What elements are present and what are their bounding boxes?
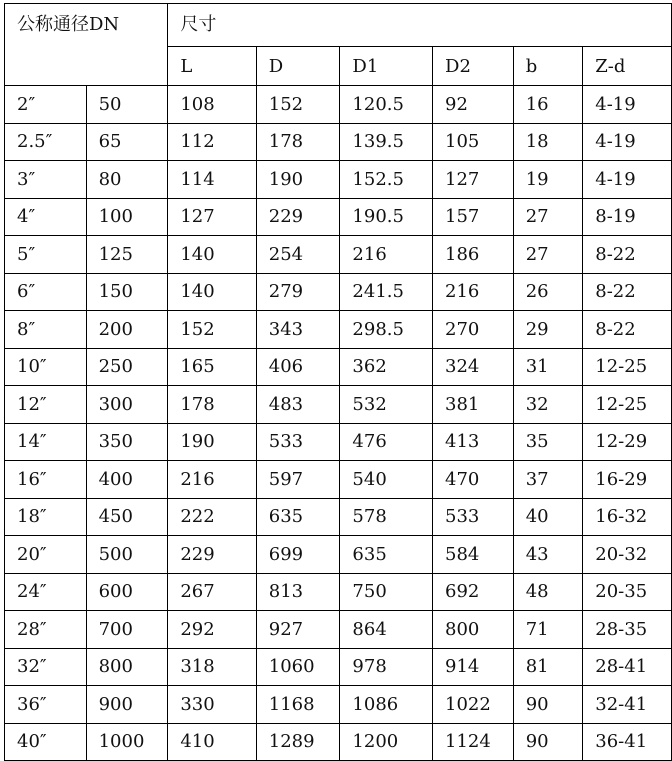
z-d-cell: 4-19: [583, 161, 672, 199]
d-cell: 152: [256, 86, 340, 124]
d-cell: 699: [256, 536, 340, 574]
column-header-d: D: [256, 47, 340, 86]
b-cell: 29: [513, 311, 583, 349]
table-row: [5, 236, 672, 274]
z-d-cell: 4-19: [583, 123, 672, 161]
size-inch-cell: 6″: [5, 273, 87, 311]
z-d-cell: 8-22: [583, 273, 672, 311]
z-d-cell: 12-29: [583, 423, 672, 461]
b-cell: 90: [513, 723, 583, 761]
dn-cell: 200: [86, 311, 168, 349]
table-row: [5, 686, 672, 724]
table-row: [5, 498, 672, 536]
b-cell: 37: [513, 461, 583, 499]
b-cell: 32: [513, 386, 583, 424]
dn-cell: 500: [86, 536, 168, 574]
d2-cell: 157: [433, 198, 514, 236]
d-cell: 279: [256, 273, 340, 311]
l-cell: 190: [168, 423, 256, 461]
table-row: [5, 123, 672, 161]
l-cell: 267: [168, 573, 256, 611]
b-cell: 43: [513, 536, 583, 574]
table-row: [5, 423, 672, 461]
l-cell: 330: [168, 686, 256, 724]
d1-cell: 578: [340, 498, 433, 536]
z-d-cell: 12-25: [583, 386, 672, 424]
l-cell: 222: [168, 498, 256, 536]
l-cell: 165: [168, 348, 256, 386]
dn-cell: 800: [86, 648, 168, 686]
table-row: [5, 273, 672, 311]
d2-cell: 533: [433, 498, 514, 536]
l-cell: 229: [168, 536, 256, 574]
d2-cell: 1022: [433, 686, 514, 724]
dn-cell: 1000: [86, 723, 168, 761]
table-row: [5, 573, 672, 611]
l-cell: 292: [168, 611, 256, 649]
dn-cell: 400: [86, 461, 168, 499]
d-cell: 190: [256, 161, 340, 199]
size-inch-cell: 10″: [5, 348, 87, 386]
d1-cell: 362: [340, 348, 433, 386]
d2-cell: 127: [433, 161, 514, 199]
header-row-top: [5, 4, 672, 47]
d2-cell: 92: [433, 86, 514, 124]
table-row: [5, 723, 672, 761]
d1-cell: 978: [340, 648, 433, 686]
z-d-cell: 8-22: [583, 236, 672, 274]
d1-cell: 241.5: [340, 273, 433, 311]
d2-cell: 270: [433, 311, 514, 349]
d2-cell: 105: [433, 123, 514, 161]
table-row: [5, 161, 672, 199]
size-inch-cell: 5″: [5, 236, 87, 274]
d2-cell: 914: [433, 648, 514, 686]
z-d-cell: 8-22: [583, 311, 672, 349]
dn-cell: 450: [86, 498, 168, 536]
nominal-diameter-header: 公称通径DN: [5, 4, 168, 86]
table-row: [5, 311, 672, 349]
size-inch-cell: 20″: [5, 536, 87, 574]
d1-cell: 1086: [340, 686, 433, 724]
z-d-cell: 16-29: [583, 461, 672, 499]
z-d-cell: 32-41: [583, 686, 672, 724]
d-cell: 254: [256, 236, 340, 274]
dn-cell: 600: [86, 573, 168, 611]
d2-cell: 692: [433, 573, 514, 611]
d2-cell: 186: [433, 236, 514, 274]
d1-cell: 476: [340, 423, 433, 461]
column-header-l: L: [168, 47, 256, 86]
dimension-header: 尺寸: [168, 4, 672, 47]
size-inch-cell: 32″: [5, 648, 87, 686]
b-cell: 27: [513, 198, 583, 236]
table-row: [5, 198, 672, 236]
z-d-cell: 28-35: [583, 611, 672, 649]
d-cell: 1168: [256, 686, 340, 724]
l-cell: 127: [168, 198, 256, 236]
d2-cell: 584: [433, 536, 514, 574]
d1-cell: 139.5: [340, 123, 433, 161]
size-inch-cell: 2″: [5, 86, 87, 124]
size-inch-cell: 36″: [5, 686, 87, 724]
d-cell: 1289: [256, 723, 340, 761]
dn-cell: 700: [86, 611, 168, 649]
table-row: [5, 461, 672, 499]
z-d-cell: 16-32: [583, 498, 672, 536]
dn-cell: 900: [86, 686, 168, 724]
b-cell: 16: [513, 86, 583, 124]
table-row: [5, 348, 672, 386]
l-cell: 152: [168, 311, 256, 349]
dn-cell: 50: [86, 86, 168, 124]
d-cell: 229: [256, 198, 340, 236]
b-cell: 48: [513, 573, 583, 611]
b-cell: 19: [513, 161, 583, 199]
dn-cell: 65: [86, 123, 168, 161]
dn-cell: 125: [86, 236, 168, 274]
d1-cell: 1200: [340, 723, 433, 761]
size-inch-cell: 3″: [5, 161, 87, 199]
d2-cell: 800: [433, 611, 514, 649]
z-d-cell: 20-35: [583, 573, 672, 611]
l-cell: 140: [168, 236, 256, 274]
l-cell: 112: [168, 123, 256, 161]
l-cell: 410: [168, 723, 256, 761]
b-cell: 31: [513, 348, 583, 386]
table-row: [5, 611, 672, 649]
d-cell: 533: [256, 423, 340, 461]
size-inch-cell: 8″: [5, 311, 87, 349]
d-cell: 813: [256, 573, 340, 611]
size-inch-cell: 40″: [5, 723, 87, 761]
table-body: [5, 86, 672, 761]
size-inch-cell: 2.5″: [5, 123, 87, 161]
d1-cell: 120.5: [340, 86, 433, 124]
d1-cell: 216: [340, 236, 433, 274]
z-d-cell: 28-41: [583, 648, 672, 686]
table-row: [5, 386, 672, 424]
size-inch-cell: 12″: [5, 386, 87, 424]
b-cell: 40: [513, 498, 583, 536]
d2-cell: 1124: [433, 723, 514, 761]
d1-cell: 750: [340, 573, 433, 611]
d2-cell: 381: [433, 386, 514, 424]
b-cell: 18: [513, 123, 583, 161]
z-d-cell: 4-19: [583, 86, 672, 124]
b-cell: 81: [513, 648, 583, 686]
d1-cell: 864: [340, 611, 433, 649]
d-cell: 178: [256, 123, 340, 161]
dn-cell: 250: [86, 348, 168, 386]
column-header-z-d: Z-d: [583, 47, 672, 86]
d-cell: 927: [256, 611, 340, 649]
dn-cell: 100: [86, 198, 168, 236]
l-cell: 178: [168, 386, 256, 424]
d1-cell: 635: [340, 536, 433, 574]
b-cell: 71: [513, 611, 583, 649]
z-d-cell: 8-19: [583, 198, 672, 236]
l-cell: 216: [168, 461, 256, 499]
d-cell: 635: [256, 498, 340, 536]
table-row: [5, 536, 672, 574]
l-cell: 318: [168, 648, 256, 686]
column-header-b: b: [513, 47, 583, 86]
size-inch-cell: 4″: [5, 198, 87, 236]
column-header-d1: D1: [340, 47, 433, 86]
d1-cell: 152.5: [340, 161, 433, 199]
flange-dimension-table: [4, 3, 672, 761]
z-d-cell: 20-32: [583, 536, 672, 574]
b-cell: 27: [513, 236, 583, 274]
size-inch-cell: 18″: [5, 498, 87, 536]
d2-cell: 413: [433, 423, 514, 461]
size-inch-cell: 16″: [5, 461, 87, 499]
d1-cell: 298.5: [340, 311, 433, 349]
size-inch-cell: 28″: [5, 611, 87, 649]
d1-cell: 190.5: [340, 198, 433, 236]
d1-cell: 540: [340, 461, 433, 499]
column-header-d2: D2: [433, 47, 514, 86]
d2-cell: 470: [433, 461, 514, 499]
d-cell: 483: [256, 386, 340, 424]
d-cell: 1060: [256, 648, 340, 686]
d2-cell: 216: [433, 273, 514, 311]
dn-cell: 80: [86, 161, 168, 199]
b-cell: 90: [513, 686, 583, 724]
d2-cell: 324: [433, 348, 514, 386]
l-cell: 140: [168, 273, 256, 311]
dn-cell: 350: [86, 423, 168, 461]
d-cell: 406: [256, 348, 340, 386]
d1-cell: 532: [340, 386, 433, 424]
table-row: [5, 86, 672, 124]
z-d-cell: 12-25: [583, 348, 672, 386]
l-cell: 108: [168, 86, 256, 124]
size-inch-cell: 24″: [5, 573, 87, 611]
dn-cell: 150: [86, 273, 168, 311]
b-cell: 35: [513, 423, 583, 461]
l-cell: 114: [168, 161, 256, 199]
dn-cell: 300: [86, 386, 168, 424]
b-cell: 26: [513, 273, 583, 311]
size-inch-cell: 14″: [5, 423, 87, 461]
table-row: [5, 648, 672, 686]
d-cell: 343: [256, 311, 340, 349]
d-cell: 597: [256, 461, 340, 499]
z-d-cell: 36-41: [583, 723, 672, 761]
